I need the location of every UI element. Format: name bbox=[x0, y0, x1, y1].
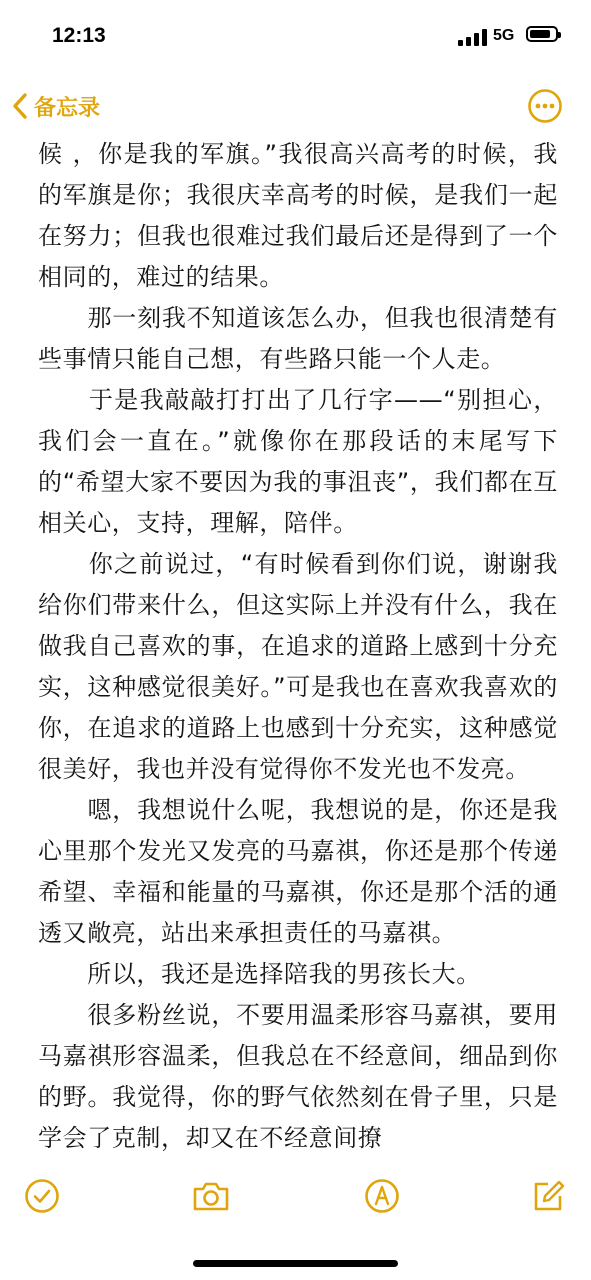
note-paragraph: 嗯，我想说什么呢，我想说的是，你还是我心里那个发光又发亮的马嘉祺，你还是那个传递希望、幸福和能量的马嘉祺，你还是那个活的通透又敞亮，站出来承担责任的马嘉祺。 bbox=[38, 796, 558, 947]
navigation-bar bbox=[0, 78, 591, 134]
bottom-toolbar bbox=[0, 1166, 591, 1228]
back-button[interactable] bbox=[12, 86, 100, 126]
note-paragraph: 候 ，你是我的军旗。”我很高兴高考的时候，我的军旗是你；我很庆幸高考的时候，是我们一起在努力；但我也很难过我们最后还是得到了一个相同的，难过的结果。 bbox=[38, 140, 558, 291]
checklist-icon bbox=[24, 1178, 60, 1214]
markup-button[interactable] bbox=[364, 1178, 400, 1214]
home-indicator[interactable] bbox=[193, 1260, 398, 1267]
note-paragraph: 你之前说过，“有时候看到你们说，谢谢我给你们带来什么，但这实际上并没有什么，我在做我自己喜欢的事，在追求的道路上感到十分充实，这种感觉很美好。”可是我也在喜欢我喜欢的你，在追求的道路上也感到十分充实，这种感觉很美好，我也并没有觉得你不发光也不发亮。 bbox=[38, 550, 558, 783]
network-type: 5G bbox=[493, 27, 515, 44]
markup-pen-icon bbox=[364, 1178, 400, 1214]
ellipsis-circle-icon bbox=[527, 88, 563, 124]
note-body[interactable] bbox=[38, 134, 558, 1159]
more-options-button[interactable] bbox=[527, 88, 563, 124]
note-paragraph: 于是我敲敲打打出了几行字——“别担心，我们会一直在。”就像你在那段话的末尾写下的“希望大家不要因为我的事沮丧”，我们都在互相关心，支持，理解，陪伴。 bbox=[38, 386, 558, 537]
note-paragraph: 那一刻我不知道该怎么办，但我也很清楚有些事情只能自己想，有些路只能一个人走。 bbox=[38, 304, 558, 373]
battery-icon bbox=[526, 26, 558, 42]
checklist-button[interactable] bbox=[24, 1178, 60, 1214]
note-paragraph: 所以，我还是选择陪我的男孩长大。 bbox=[38, 960, 481, 988]
status-time: 12:13 bbox=[52, 24, 106, 47]
compose-button[interactable] bbox=[530, 1178, 566, 1214]
camera-button[interactable] bbox=[191, 1178, 231, 1214]
camera-icon bbox=[191, 1178, 231, 1214]
note-paragraph: 很多粉丝说，不要用温柔形容马嘉祺，要用马嘉祺形容温柔，但我总在不经意间，细品到你的野。我觉得，你的野气依然刻在骨子里，只是学会了克制，却又在不经意间撩 bbox=[38, 1001, 558, 1152]
compose-icon bbox=[530, 1178, 566, 1214]
chevron-left-icon bbox=[12, 93, 28, 119]
cellular-signal-icon bbox=[458, 28, 488, 46]
status-bar bbox=[0, 0, 591, 78]
back-label: 备忘录 bbox=[34, 95, 101, 121]
